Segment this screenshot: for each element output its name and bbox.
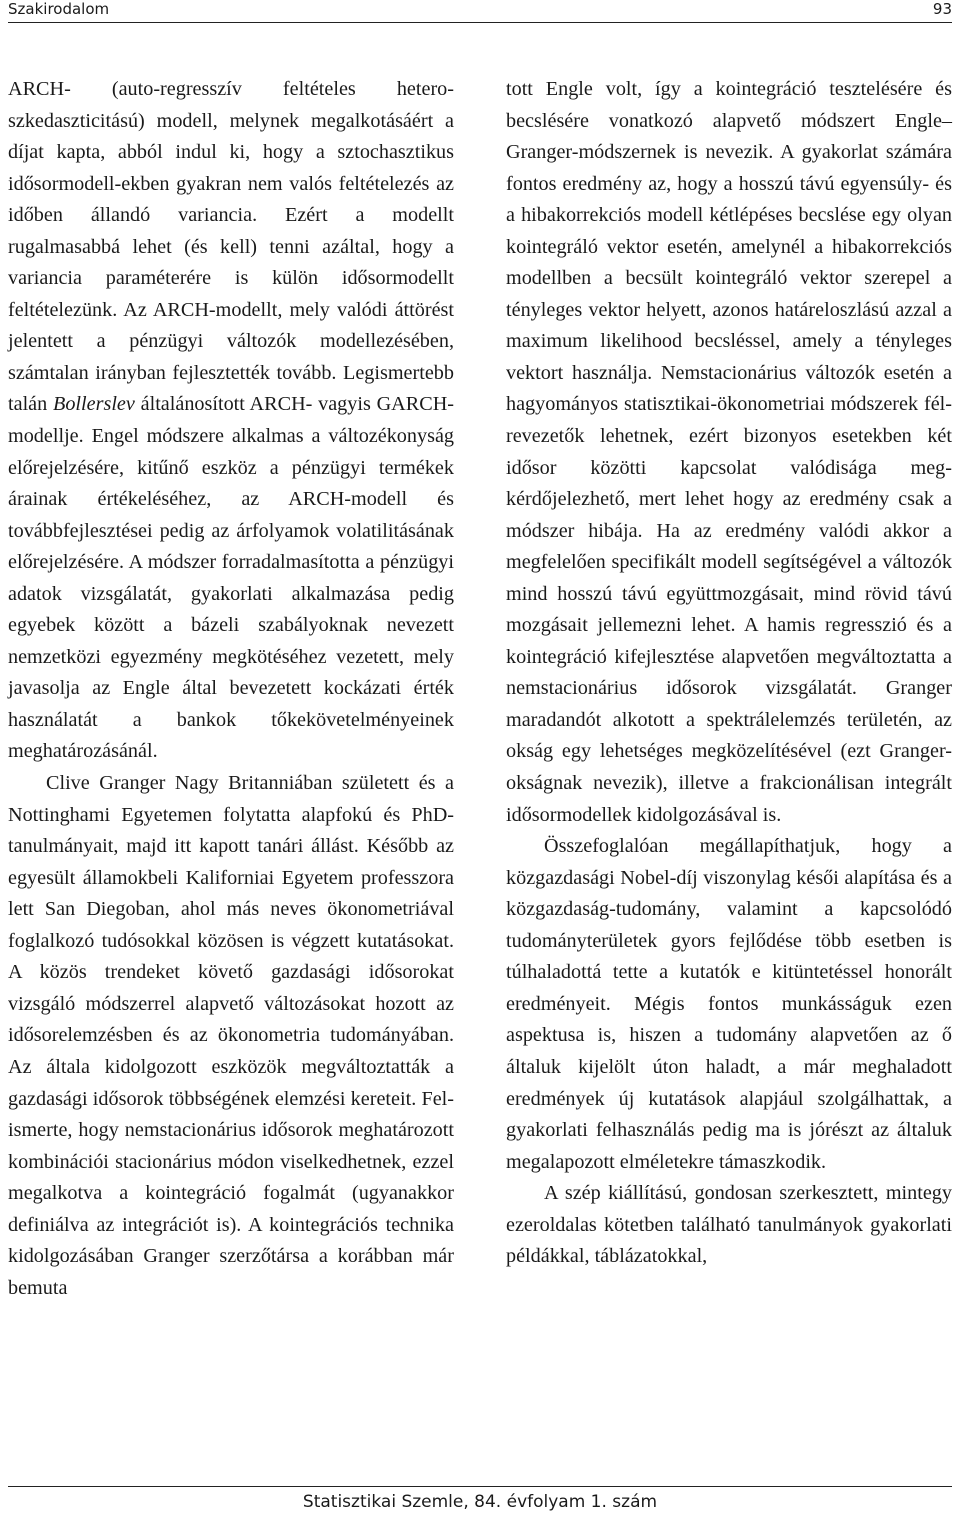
author-name-italic: Bollerslev [53,393,135,416]
paragraph-kotet: A szép kiállítású, gondosan szerkesztett, mintegy ezeroldalas kötetben található tanulmányok gyakorlati példákkal, táblázatokkal, [506,1182,952,1268]
running-header [8,0,952,23]
paragraph-granger: Clive Granger Nagy Britanniában született és a Nottinghami Egyetemen folytatta alapfokú és PhD-tanulmányait, majd itt kapott tanári állást. Később az egyesült államokbeli Kaliforniai Egyetem professzora lett San Diegoban, ahol más neves ökonometriával foglalkozó tudósokkal közösen is végzett kutatásokat. A közös trendeket követő gazdasági idősorokat vizsgáló módszerrel alapvető változásokat hozott az idősorelemzésben és az ökonometria tudományában. Az általa kidolgozott eszközök megváltoztatták a gazdasági idősorok többségének elemzési kereteit. Felismerte, hogy nemstacionárius idősorok meghatározott kombinációi stacionárius módon viselkedhetnek, ezzel megalkotva a kointegráció fogalmát (ugyanakkor definiálva az integrációt is). A kointegrációs technika kidolgozásában Granger szerzőtársa a korábban már bemuta [8,772,454,1299]
left-column [8,74,454,1304]
paragraph-kointegracio: tott Engle volt, így a kointegráció tesztelésére és becslésére vonatkozó alapvető módszert Engle–Granger-módszernek is nevezik. A gyakorlat számára fontos eredmény az, hogy a hosszú távú egyensúly- és a hibakorrekciós modell kétlépéses becslése egy olyan kointegráló vektor esetén, amelynél a hibakorrekciós modellben a becsült kointegráló vektor szerepel a tényleges vektor helyett, azonos határeloszlású azzal a maximum likelihood becsléssel, amely a tényleges vektort használja. Nemstacionárius változók esetén a hagyományos statisztikai-ökonometriai módszerek félrevezetők lehetnek, ezért bizonyos esetekben két idősor közötti kapcsolat valódisága megkérdőjelezhető, mert lehet hogy az eredmény csak a módszer hibája. Ha az eredmény valódi akkor a megfelelően specifikált modell segítségével a változók mind hosszú távú együttmozgásait, mind rövid távú mozgásait jellemezni lehet. A hamis regresszió és a kointegráció kifejlesztése alapvetően megváltoztatta a nemstacionárius idősorok vizsgálatát. Granger maradandót alkotott a spektrálelemzés területén, az okság egy lehetséges megközelítésével (ezt Granger-okságnak nevezik), illetve a frakcionálisan integrált idősormodellek kidolgozásával is. [506,78,952,826]
journal-citation: Statisztikai Szemle, 84. évfolyam 1. szám [302,1492,658,1512]
page-number: 93 [932,0,952,18]
running-footer [8,1486,952,1512]
paragraph-osszefoglalo: Összefoglalóan megállapíthatjuk, hogy a közgazdasági Nobel-díj viszonylag késői alapítása és a közgazdaság-tudomány, valamint a kapcsolódó tudományterületek gyors fejlődése több esetben is túlhaladottá tette a kutatók e kitüntetéssel honorált eredményeit. Mégis fontos munkásságuk ezen aspektusa is, hiszen a tudomány alapvetően az ő általuk kijelölt úton haladt, a már meghaladott eredmények új kutatások alapjául szolgálhattak, a gyakorlati felhasználás pedig ma is jórészt az általuk megalapozott elméletekre támaszkodik. [506,835,952,1173]
paragraph-text: általánosított ARCH- vagyis GARCH-modellje. Engel módszere alkalmas a változékonyság előrejelzésére, kitűnő eszköz a pénzügyi termékek árainak értékeléséhez, az ARCH-modell és továbbfejlesztései pedig az árfolyamok volatilitásának előrejelzésére. A módszer forradalmasította a pénzügyi adatok vizsgálatát, gyakorlati alkalmazása pedig egyebek között a bázeli szabályoknak nevezett nemzetközi egyezmény megkötéséhez vezetett, mely javasolja az Engle által bevezetett kockázati érték használatát a bankok tőkekövetelményeinek meghatározásánál. [8,393,454,763]
paragraph-text: ARCH- (auto-regresszív feltételes heteroszkedaszticitású) modell, melynek megalkotásáért a díjat kapta, abból indul ki, hogy a sztochasztikus idősormodell-ekben gyakran nem valós feltételezés az időben állandó variancia. Ezért a modellt rugalmasabbá lehet (és kell) tenni azáltal, hogy a variancia paraméterére is külön idősormodellt feltételezünk. Az ARCH-modellt, mely valódi áttörést jelentett a pénzügyi változók modellezésében, számtalan irányban fejlesztették tovább. Legismertebb talán [8,78,454,416]
right-column [506,74,952,1273]
paragraph-engle-arch [8,74,454,768]
section-title: Szakirodalom [8,0,110,18]
